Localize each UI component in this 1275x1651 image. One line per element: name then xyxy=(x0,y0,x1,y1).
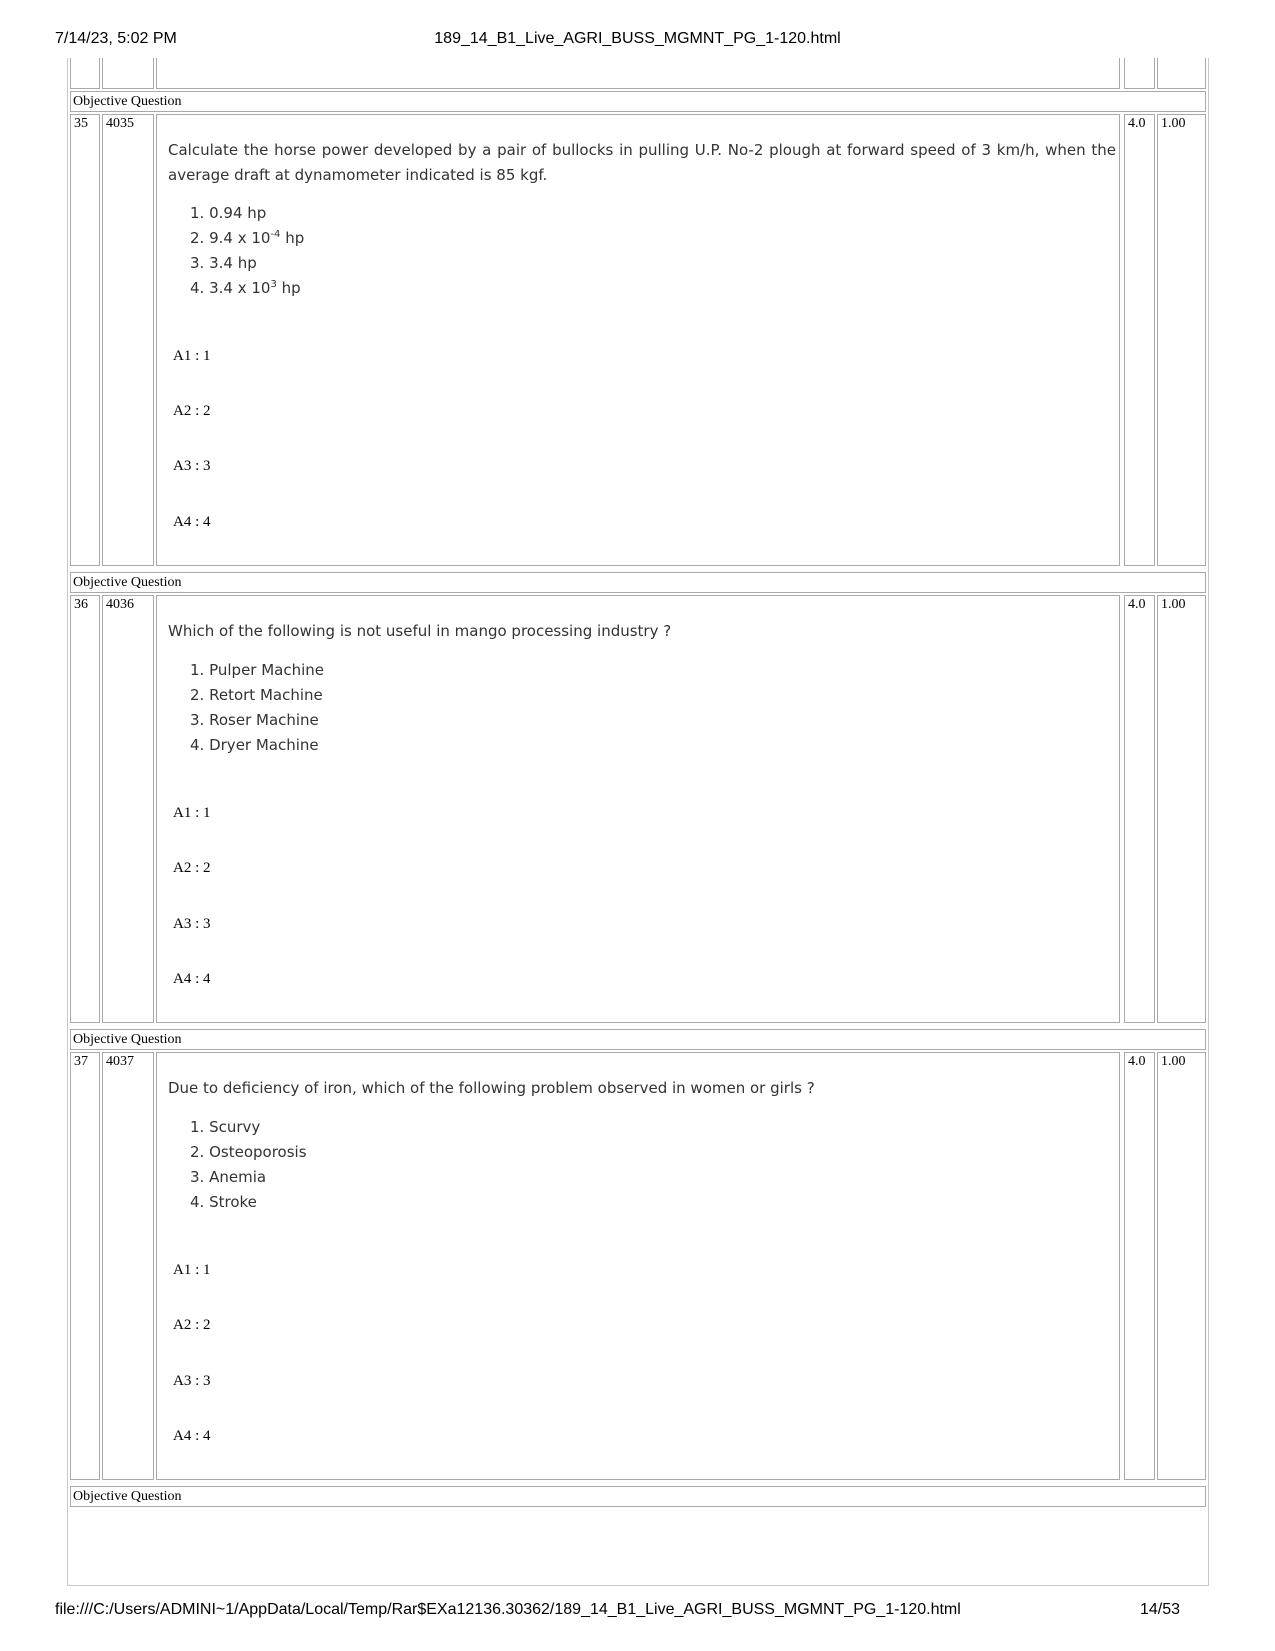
question-text: Calculate the horse power developed by a pair of bullocks in pulling U.P. No-2 plough at forward speed of 3 km/h, when the average draft at dynamometer indicated is 85 kgf. xyxy=(168,141,1116,184)
answer-label: A2 : 2 xyxy=(173,1317,211,1333)
options-list xyxy=(190,201,304,301)
question-marks: 4.0 xyxy=(1124,114,1155,566)
option-item: 3. Anemia xyxy=(190,1168,267,1186)
answer-label: A3 : 3 xyxy=(173,1373,211,1389)
question-negative-marks: 1.00 xyxy=(1157,595,1206,1023)
option-item: 3. Roser Machine xyxy=(190,711,319,729)
answer-label: A3 : 3 xyxy=(173,916,211,932)
question-serial: 36 xyxy=(70,595,100,1023)
prev-row-neg-cell xyxy=(1157,58,1206,89)
question-text: Which of the following is not useful in mango processing industry ? xyxy=(168,622,672,640)
print-date: 7/14/23, 5:02 PM xyxy=(55,30,177,47)
question-text: Due to deficiency of iron, which of the following problem observed in women or girls ? xyxy=(168,1079,815,1097)
answer-label: A1 : 1 xyxy=(173,348,211,364)
option-item: 2. Retort Machine xyxy=(190,686,323,704)
question-marks: 4.0 xyxy=(1124,1052,1155,1480)
options-list xyxy=(190,658,324,758)
question-marks: 4.0 xyxy=(1124,595,1155,1023)
option-item: 3. 3.4 hp xyxy=(190,254,257,272)
question-id: 4036 xyxy=(102,595,154,1023)
answer-label: A4 : 4 xyxy=(173,1428,211,1444)
option-item: 2. Osteoporosis xyxy=(190,1143,307,1161)
option-item: 4. Dryer Machine xyxy=(190,736,319,754)
prev-row-content-cell xyxy=(156,58,1120,89)
objective-question-header: Objective Question xyxy=(70,1486,1206,1507)
prev-row-marks-cell xyxy=(1124,58,1155,89)
option-item: 2. 9.4 x $10^{-4}$ hp xyxy=(190,229,305,247)
answer-label: A2 : 2 xyxy=(173,403,211,419)
objective-question-header: Objective Question xyxy=(70,1029,1206,1050)
objective-question-header: Objective Question xyxy=(70,91,1206,112)
option-item: 1. 0.94 hp xyxy=(190,204,267,222)
question-serial: 37 xyxy=(70,1052,100,1480)
answer-label: A3 : 3 xyxy=(173,458,211,474)
option-item: 1. Pulper Machine xyxy=(190,661,325,679)
question-negative-marks: 1.00 xyxy=(1157,114,1206,566)
option-item: 4. Stroke xyxy=(190,1193,257,1211)
objective-question-header: Objective Question xyxy=(70,572,1206,593)
option-item: 4. 3.4 x $10^3$ hp xyxy=(190,279,301,297)
question-id: 4037 xyxy=(102,1052,154,1480)
answer-label: A4 : 4 xyxy=(173,971,211,987)
question-negative-marks: 1.00 xyxy=(1157,1052,1206,1480)
question-id: 4035 xyxy=(102,114,154,566)
answer-label: A1 : 1 xyxy=(173,805,211,821)
prev-row-sno-cell xyxy=(70,58,100,89)
question-serial: 35 xyxy=(70,114,100,566)
print-title: 189_14_B1_Live_AGRI_BUSS_MGMNT_PG_1-120.html xyxy=(434,30,841,47)
answer-label: A1 : 1 xyxy=(173,1262,211,1278)
prev-row-qid-cell xyxy=(102,58,154,89)
option-item: 1. Scurvy xyxy=(190,1118,261,1136)
page-number: 14/53 xyxy=(1139,1601,1180,1618)
answer-label: A2 : 2 xyxy=(173,860,211,876)
options-list xyxy=(190,1115,307,1215)
answer-label: A4 : 4 xyxy=(173,514,211,530)
print-file-path: file:///C:/Users/ADMINI~1/AppData/Local/Temp/Rar$EXa12136.30362/189_14_B1_Live_AGRI_BUSS_MGMNT_PG_1-120.html xyxy=(55,1601,961,1618)
